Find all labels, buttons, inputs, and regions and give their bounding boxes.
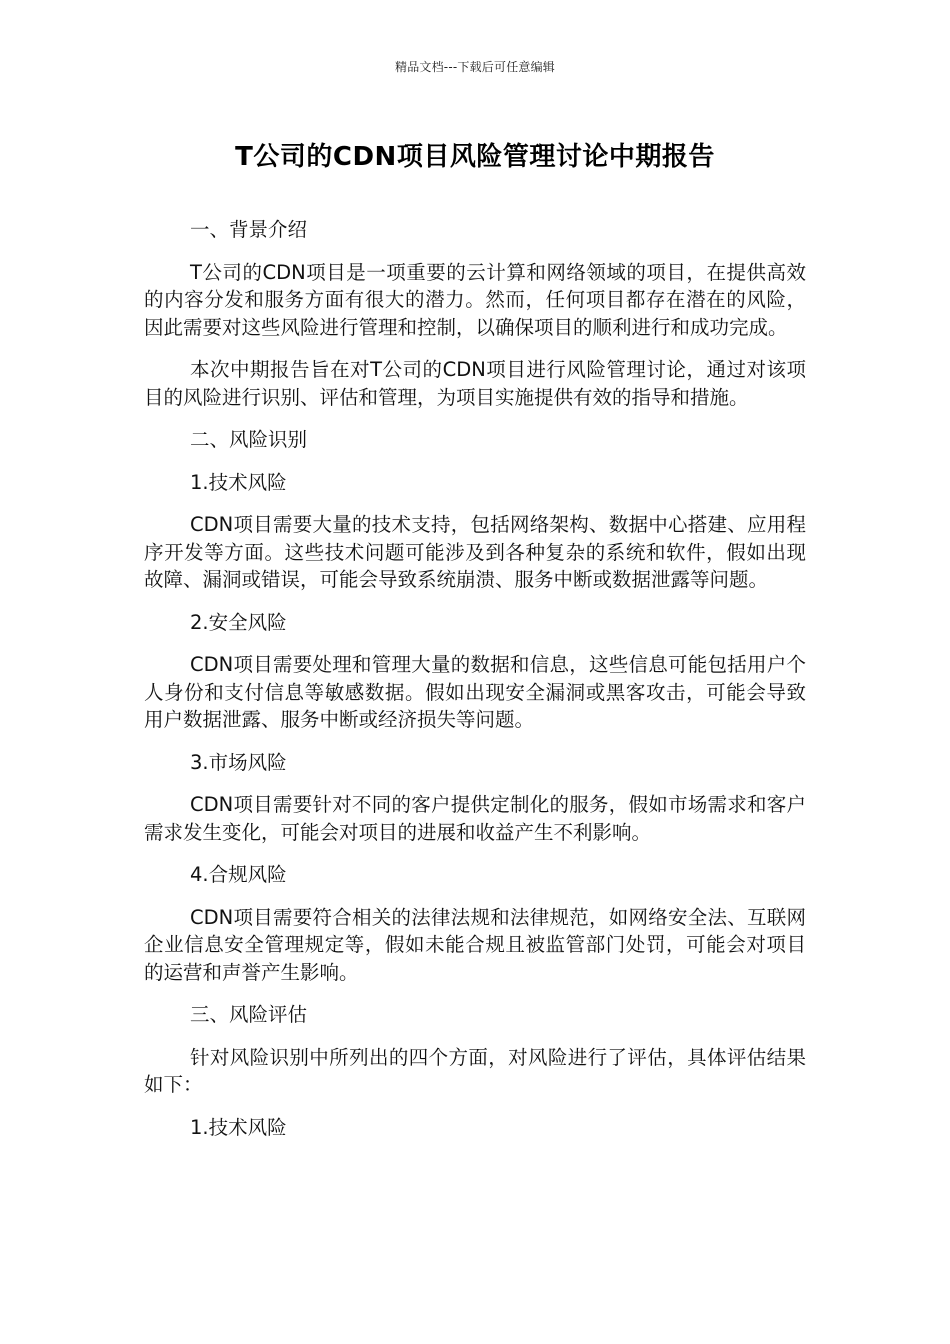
document-body [144,216,806,1156]
document-title: T公司的CDN项目风险管理讨论中期报告 [235,142,715,172]
paragraph: CDN项目需要针对不同的客户提供定制化的服务，假如市场需求和客户需求发生变化，可能会对项目的进展和收益产生不利影响。 [144,793,806,844]
paragraph: CDN项目需要符合相关的法律法规和法律规范，如网络安全法、互联网企业信息安全管理规定等，假如未能合规且被监管部门处罚，可能会对项目的运营和声誉产生影响。 [144,905,806,984]
subheading-technical-risk: 1.技术风险 [190,470,287,494]
subheading-security-risk: 2.安全风险 [190,610,287,634]
subheading-technical-risk: 1.技术风险 [190,1115,287,1139]
section-heading-risk-assessment: 三、风险评估 [190,1003,308,1026]
paragraph: CDN项目需要处理和管理大量的数据和信息，这些信息可能包括用户个人身份和支付信息等敏感数据。假如出现安全漏洞或黑客攻击，可能会导致用户数据泄露、服务中断或经济损失等问题。 [144,653,806,731]
section-heading-risk-identification: 二、风险识别 [190,428,308,451]
paragraph: CDN项目需要大量的技术支持，包括网络架构、数据中心搭建、应用程序开发等方面。这些技术问题可能涉及到各种复杂的系统和软件，假如出现故障、漏洞或错误，可能会导致系统崩溃、服务中断或数据泄露等问题。 [144,513,806,591]
subheading-compliance-risk: 4.合规风险 [190,863,287,886]
section-heading-background: 一、背景介绍 [190,218,308,241]
paragraph: 本次中期报告旨在对T公司的CDN项目进行风险管理讨论，通过对该项目的风险进行识别、评估和管理，为项目实施提供有效的指导和措施。 [144,358,806,409]
paragraph: T公司的CDN项目是一项重要的云计算和网络领域的项目，在提供高效的内容分发和服务方面有很大的潜力。然而，任何项目都存在潜在的风险，因此需要对这些风险进行管理和控制，以确保项目的顺利进行和成功完成。 [144,260,806,339]
subheading-market-risk: 3.市场风险 [190,750,287,774]
page-header: 精品文档---下载后可任意编辑 [395,60,555,74]
paragraph: 针对风险识别中所列出的四个方面，对风险进行了评估，具体评估结果如下： [144,1045,806,1096]
